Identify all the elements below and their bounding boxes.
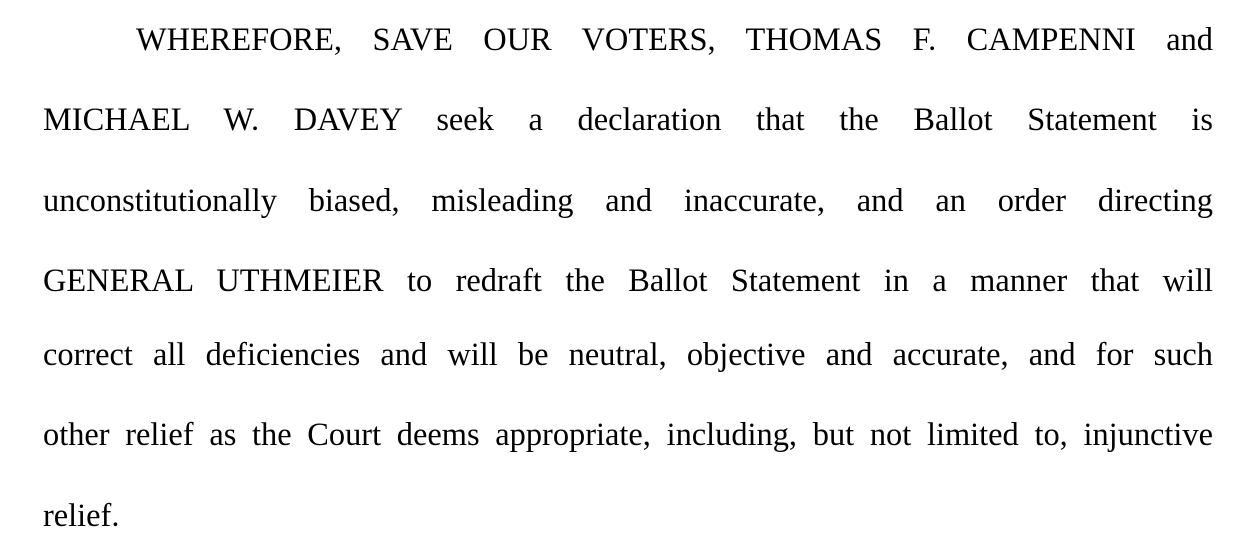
paragraph-line-2: MICHAEL W. DAVEY seek a declaration that the Ballot Statement is <box>43 102 1213 138</box>
paragraph-line-7: relief. <box>43 498 120 534</box>
paragraph-line-4: GENERAL UTHMEIER to redraft the Ballot Statement in a manner that will <box>43 263 1213 299</box>
paragraph-line-6: other relief as the Court deems appropriate, including, but not limited to, injunctive <box>43 417 1213 453</box>
paragraph-line-3: unconstitutionally biased, misleading and inaccurate, and an order directing <box>43 183 1213 219</box>
paragraph-line-5: correct all deficiencies and will be neutral, objective and accurate, and for such <box>43 337 1213 373</box>
paragraph-line-1: WHEREFORE, SAVE OUR VOTERS, THOMAS F. CAMPENNI and <box>136 22 1213 58</box>
